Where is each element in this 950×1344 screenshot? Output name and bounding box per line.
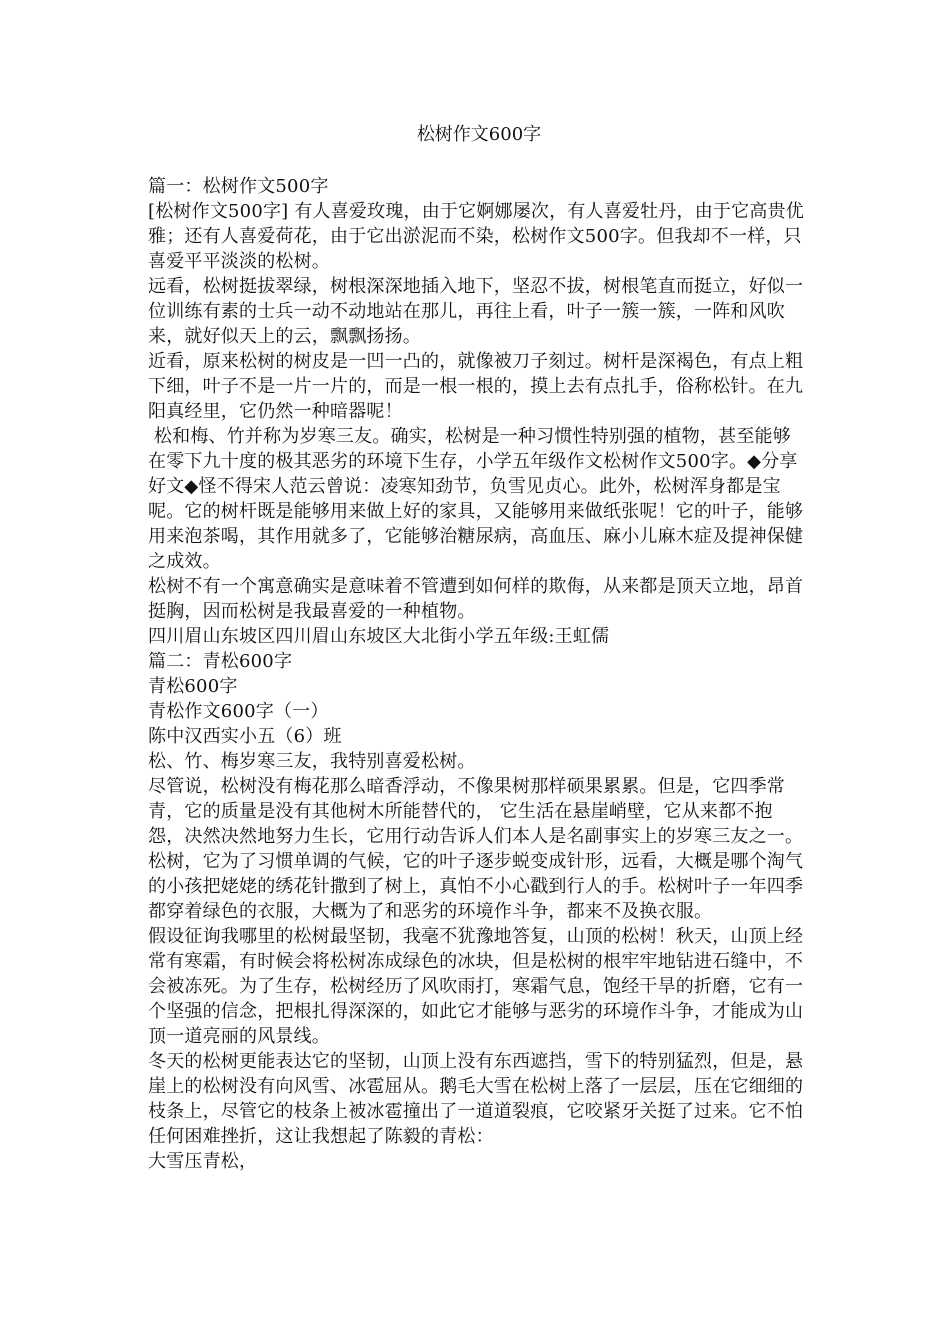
section-heading: 篇一：松树作文500字 — [148, 176, 329, 197]
paragraph: 松、竹、梅岁寒三友，我特别喜爱松树。 — [148, 751, 476, 772]
subheading: 青松600字 — [148, 676, 238, 697]
document-title: 松树作文600字 — [416, 124, 542, 145]
paragraph: [松树作文500字] 有人喜爱玫瑰，由于它婀娜屡次，有人喜爱牡丹，由于它高贵优雅；还有人喜爱荷花，由于它出淤泥而不染，松树作文500字。但我却不一样，只喜爱平平淡淡的松树。 — [148, 201, 804, 272]
paragraph: 冬天的松树更能表达它的坚韧，山顶上没有东西遮挡，雪下的特别猛烈，但是，悬崖上的松树没有向风雪、冰雹屈从。鹅毛大雪在松树上落了一层层，压在它细细的枝条上，尽管它的枝条上被冰雹撞出了一道道裂痕，它咬紧牙关挺了过来。它不怕任何困难挫折，这让我想起了陈毅的青松： — [148, 1051, 804, 1147]
poem-line: 大雪压青松， — [148, 1151, 258, 1172]
section-heading: 篇二：青松600字 — [148, 651, 293, 672]
paragraph: 松树，它为了习惯单调的气候，它的叶子逐步蜕变成针形，远看，大概是哪个淘气的小孩把姥姥的绣花针撒到了树上，真怕不小心戳到行人的手。松树叶子一年四季都穿着绿色的衣服，大概为了和恶劣的环境作斗争，都来不及换衣服。 — [148, 851, 804, 922]
paragraph: 近看，原来松树的树皮是一凹一凸的，就像被刀子刻过。树杆是深褐色，有点上粗下细，叶子不是一片一片的，而是一根一根的，摸上去有点扎手，俗称松针。在九阳真经里，它仍然一种暗器呢！ — [148, 351, 804, 422]
paragraph: 松和梅、竹并称为岁寒三友。确实，松树是一种习惯性特别强的植物，甚至能够在零下九十度的极其恶劣的环境下生存，小学五年级作文松树作文500字。◆分享好文◆怪不得宋人范云曾说：凌寒知劲节，负雪见贞心。此外，松树浑身都是宝呢。它的树杆既是能够用来做上好的家具，又能够用来做纸张呢！它的叶子，能够用来泡茶喝，其作用就多了，它能够治糖尿病，高血压、麻小儿麻木症及提神保健之成效。 — [148, 426, 804, 572]
author-line: 四川眉山东坡区四川眉山东坡区大北街小学五年级:王虹儒 — [148, 626, 610, 647]
author-line: 陈中汉西实小五（6）班 — [148, 726, 342, 747]
document-page — [148, 120, 808, 1174]
paragraph: 远看，松树挺拔翠绿，树根深深地插入地下，坚忍不拔，树根笔直而挺立，好似一位训练有素的士兵一动不动地站在那儿，再往上看，叶子一簇一簇，一阵和风吹来，就好似天上的云，飘飘扬扬。 — [148, 276, 804, 347]
subheading: 青松作文600字（一） — [148, 701, 329, 722]
paragraph: 假设征询我哪里的松树最坚韧，我毫不犹豫地答复，山顶的松树！秋天，山顶上经常有寒霜，有时候会将松树冻成绿色的冰块，但是松树的根牢牢地钻进石缝中，不会被冻死。为了生存，松树经历了风吹雨打，寒霜气息，饱经干旱的折磨，它有一个坚强的信念，把根扎得深深的，如此它才能够与恶劣的环境作斗争，才能成为山顶一道亮丽的风景线。 — [148, 926, 804, 1047]
paragraph: 尽管说，松树没有梅花那么暗香浮动，不像果树那样硕果累累。但是，它四季常青，它的质量是没有其他树木所能替代的， 它生活在悬崖峭壁，它从来都不抱怨，决然决然地努力生长，它用行动告诉人们本人是名副事实上的岁寒三友之一。 — [148, 776, 804, 847]
document-body — [148, 174, 808, 1174]
paragraph: 松树不有一个寓意确实是意味着不管遭到如何样的欺侮，从来都是顶天立地，昂首挺胸，因而松树是我最喜爱的一种植物。 — [148, 576, 804, 622]
